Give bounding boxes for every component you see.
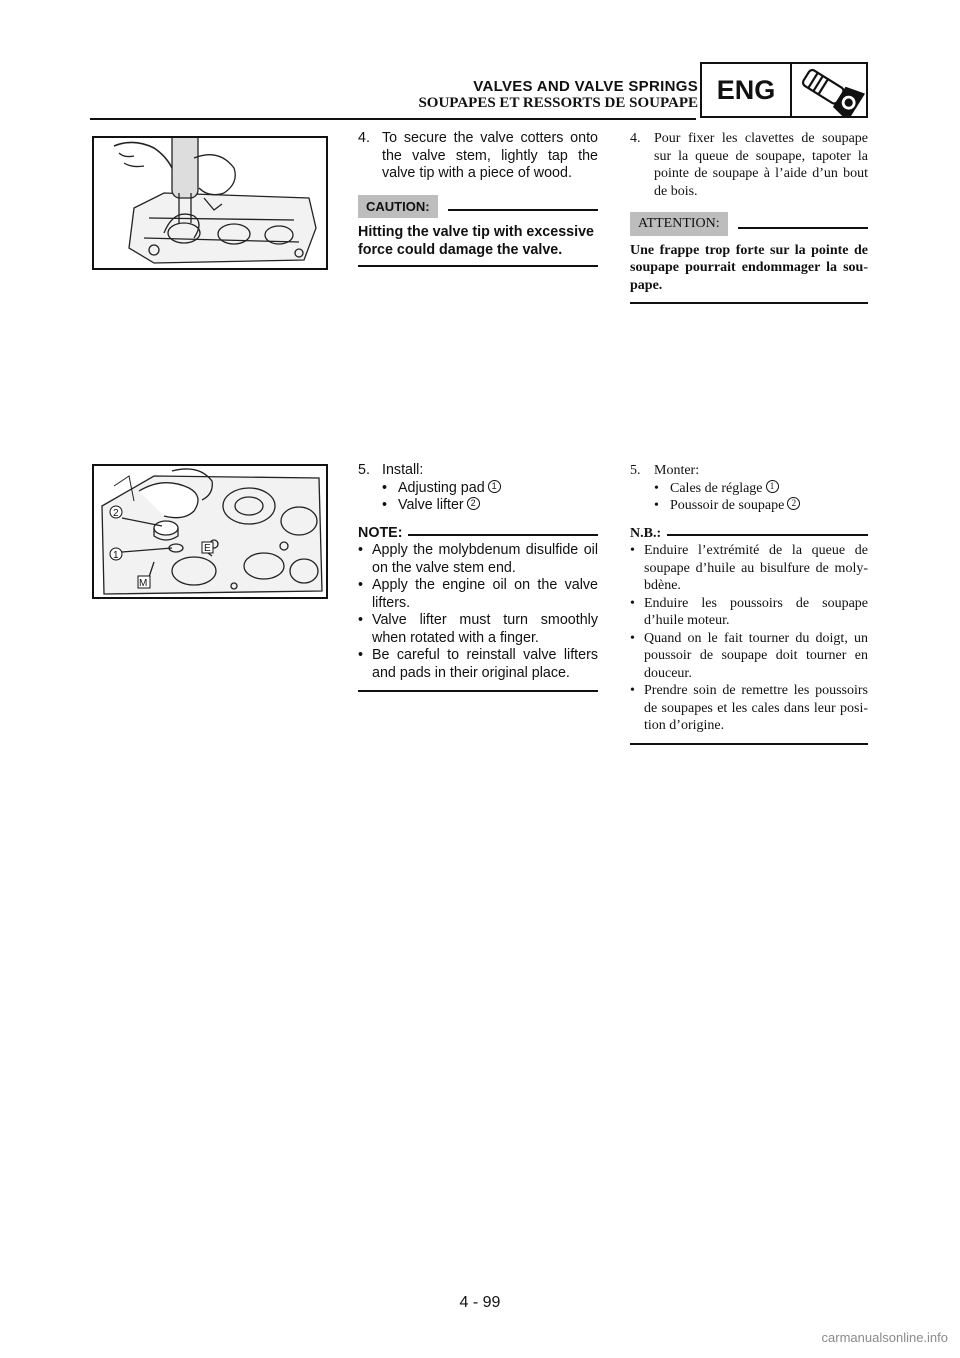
step-4-en	[358, 130, 598, 183]
note-end-rule	[358, 690, 598, 692]
section2-fr	[630, 462, 868, 745]
note-item: • Enduire les poussoirs de soupape d’huile moteur.	[630, 595, 868, 628]
step-number: 5.	[358, 462, 370, 478]
badge-label: ENG	[716, 74, 776, 105]
caution-rule	[448, 209, 598, 211]
page-number: 4 - 99	[459, 1294, 501, 1311]
header-rule	[90, 118, 696, 120]
footer-watermark: carmanualsonline.info	[821, 1330, 948, 1345]
caution-header-en	[358, 195, 598, 219]
section1-en	[358, 130, 598, 267]
step-text: Pour fixer les clavettes de soupape sur la queue de soupape, tapoter la pointe de soupape à l’aide d’un bout de bois.	[654, 131, 868, 199]
caution-end-rule	[358, 265, 598, 267]
note-item: • Apply the engine oil on the valve lifters.	[358, 577, 598, 611]
item-text: Cales de réglage	[670, 480, 763, 496]
section2-en	[358, 462, 598, 692]
step-number: 5.	[630, 463, 641, 478]
item-text: Valve lifter	[398, 497, 464, 513]
note-label: N.B.:	[630, 525, 662, 541]
install-item-2: • Poussoir de soupape 2	[654, 497, 868, 515]
step-text: To secure the valve cotters onto the valve stem, lightly tap the valve tip with a piece of wood.	[382, 130, 598, 181]
callout-1: 1	[113, 550, 119, 561]
caution-label: ATTENTION:	[630, 212, 728, 236]
figure-valve-tap	[92, 136, 328, 270]
install-item-1: • Cales de réglage 1	[654, 480, 868, 498]
step-5-en	[358, 462, 598, 480]
figure-valve-lifter	[92, 464, 328, 599]
section1-fr	[630, 130, 868, 304]
note-rule	[667, 534, 868, 536]
note-item: • Enduire l’extrémité de la queue de soupape d’huile au bisulfure de moly-bdène.	[630, 543, 868, 593]
callout-2: 2	[113, 508, 119, 519]
header-title-en: VALVES AND VALVE SPRINGS	[473, 78, 698, 95]
note-header-fr	[630, 525, 868, 543]
note-rule	[408, 534, 598, 536]
moly-oil-symbol: M	[139, 578, 148, 589]
header-title-fr: SOUPAPES ET RESSORTS DE SOUPAPE	[418, 95, 698, 111]
step-5-fr	[630, 462, 868, 480]
item-text: Poussoir de soupape	[670, 498, 785, 513]
valve-tap-illustration	[94, 138, 326, 268]
wrench-icon	[794, 66, 866, 116]
caution-text-fr: Une frappe trop forte sur la pointe de soupape pourrait endommager la sou-pape.	[630, 242, 868, 293]
section-badge	[700, 62, 868, 118]
step-text: Install:	[382, 462, 424, 478]
install-item-2: • Valve lifter 2	[382, 497, 598, 515]
note-item: • Be careful to reinstall valve lifters and pads in their original place.	[358, 647, 598, 681]
ref-1: 1	[766, 480, 779, 493]
caution-header-fr	[630, 212, 868, 236]
step-4-fr	[630, 130, 868, 200]
step-text: Monter:	[654, 463, 700, 478]
badge-separator	[790, 64, 792, 116]
install-item-1: • Adjusting pad 1	[382, 480, 598, 498]
step-number: 4.	[630, 131, 641, 146]
ref-2: 2	[787, 497, 800, 510]
caution-rule	[738, 227, 868, 229]
caution-label: CAUTION:	[358, 195, 438, 219]
caution-end-rule	[630, 302, 868, 304]
note-item: • Prendre soin de remettre les poussoirs de soupapes et les cales dans leur posi-tion d’origine.	[630, 683, 868, 733]
valve-lifter-illustration	[94, 466, 326, 597]
note-item: • Valve lifter must turn smoothly when rotated with a finger.	[358, 612, 598, 646]
ref-1: 1	[488, 480, 501, 493]
note-end-rule	[630, 743, 868, 745]
item-text: Adjusting pad	[398, 479, 485, 496]
caution-text-en: Hitting the valve tip with excessive force could damage the valve.	[358, 224, 594, 258]
note-label: NOTE:	[358, 524, 403, 541]
note-header-en	[358, 525, 598, 543]
step-number: 4.	[358, 130, 370, 146]
engine-oil-symbol: E	[204, 543, 211, 554]
ref-2: 2	[467, 497, 480, 510]
note-item: • Apply the molybdenum disulfide oil on the valve stem end.	[358, 542, 598, 576]
note-item: • Quand on le fait tourner du doigt, un poussoir de soupape doit tourner en douceur.	[630, 630, 868, 681]
